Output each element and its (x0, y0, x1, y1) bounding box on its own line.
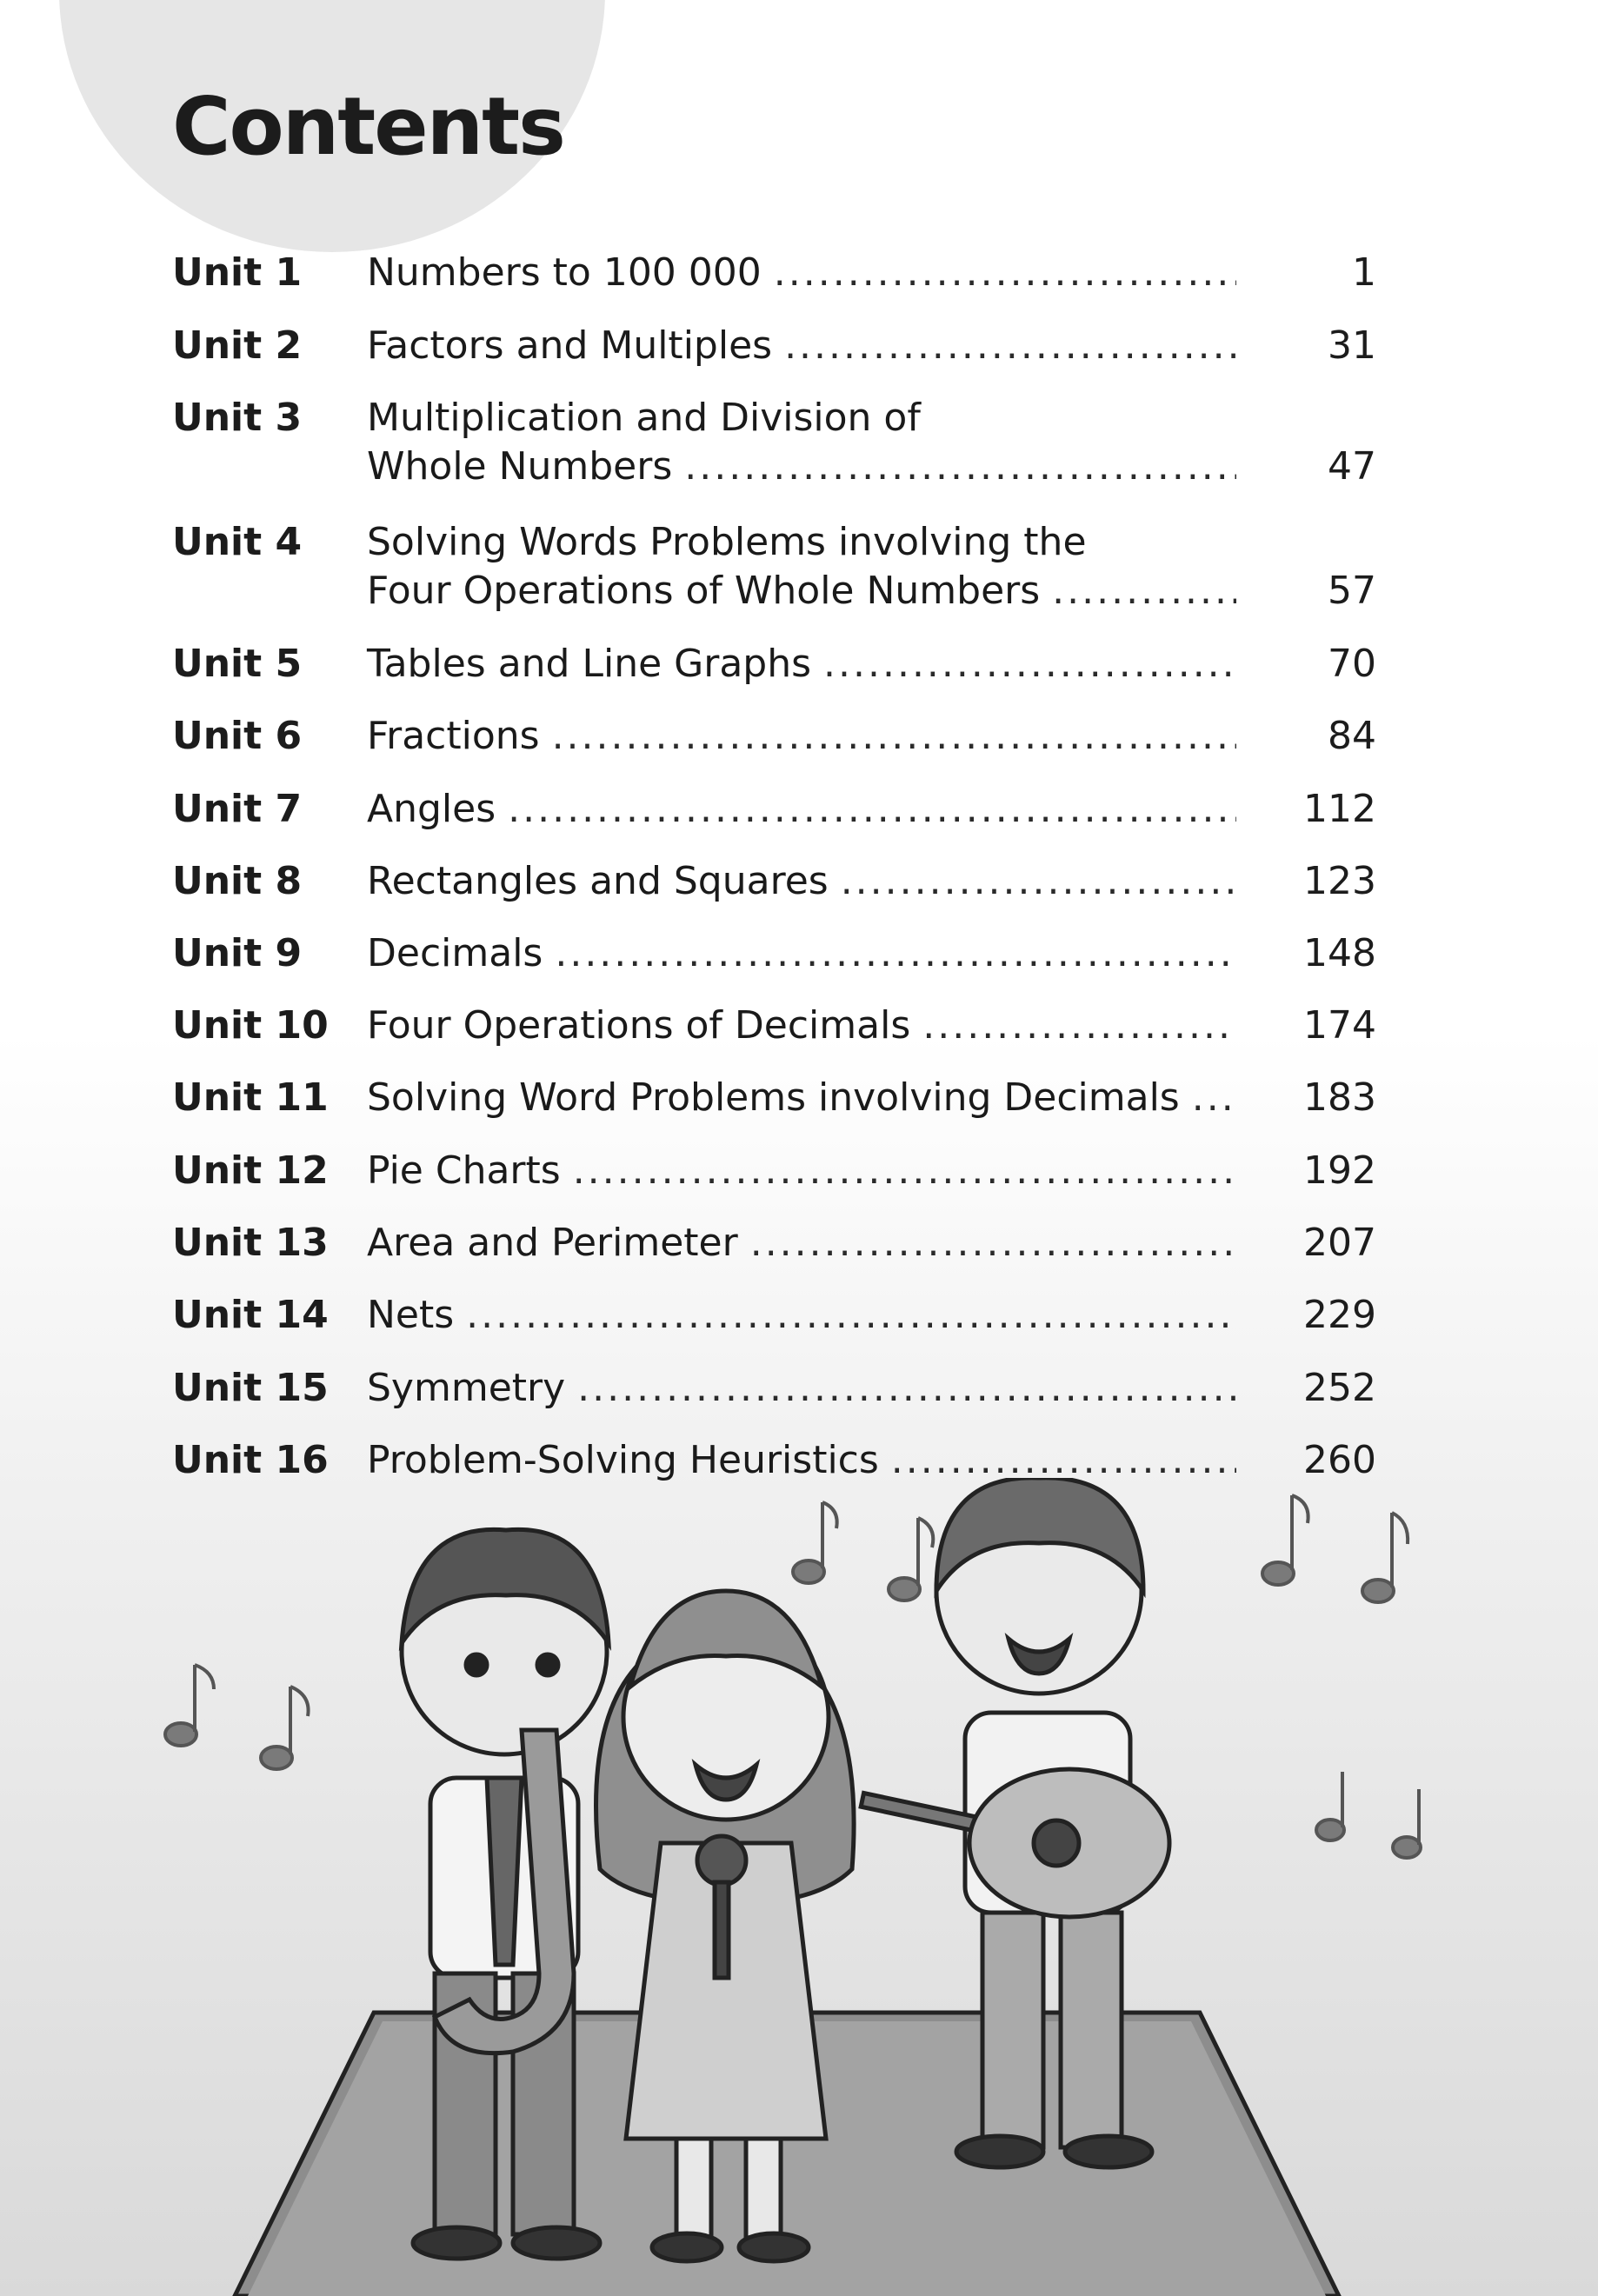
toc-row (172, 1291, 1376, 1340)
dot-leader (577, 1364, 1236, 1413)
toc-unit-title: Nets (367, 1293, 455, 1337)
guitar-icon (861, 1769, 1169, 1917)
toc-unit-title: Solving Words Problems involving the (367, 520, 1087, 564)
toc-unit-title: Solving Word Problems involving Decimals (367, 1075, 1180, 1120)
toc-unit-title: Pie Charts (367, 1148, 561, 1193)
dot-leader (552, 712, 1236, 761)
toc-page-number: 174 (1303, 1003, 1376, 1048)
toc-unit-title: Four Operations of Decimals (367, 1003, 911, 1048)
music-note-icon (889, 1518, 933, 1601)
toc-unit-title: Numbers to 100 000 (367, 250, 762, 295)
toc-unit-title: Rectangles and Squares (367, 859, 829, 903)
dot-leader (684, 443, 1236, 491)
toc-row (172, 929, 1376, 978)
toc-page-number: 57 (1328, 569, 1376, 613)
toc-row (172, 1002, 1376, 1050)
toc-page-number: 260 (1303, 1438, 1376, 1482)
toc-unit-title: Factors and Multiples (367, 323, 773, 368)
toc-unit-label: Unit 1 (172, 250, 303, 295)
toc-row (172, 1074, 1376, 1122)
music-note-icon (1362, 1513, 1408, 1602)
dot-leader (573, 1147, 1236, 1195)
toc-page-number: 112 (1303, 787, 1376, 831)
toc-unit-label: Unit 5 (172, 642, 303, 686)
toc-page-number: 148 (1303, 931, 1376, 975)
toc-unit-title: Fractions (367, 714, 540, 758)
dot-leader (1052, 567, 1236, 616)
toc-row (172, 322, 1376, 370)
toc-row (172, 518, 1376, 616)
dot-leader (774, 249, 1236, 297)
toc-page-number: 252 (1303, 1366, 1376, 1410)
toc-unit-title: Decimals (367, 931, 543, 975)
toc-row (172, 857, 1376, 906)
toc-row (172, 1219, 1376, 1268)
toc-unit-title: Symmetry (367, 1366, 566, 1410)
toc-unit-title: Area and Perimeter (367, 1221, 738, 1265)
toc-unit-label: Unit 6 (172, 714, 303, 758)
toc-page-number: 31 (1328, 323, 1376, 368)
toc-unit-label: Unit 12 (172, 1148, 329, 1193)
toc-unit-title: Tables and Line Graphs (367, 642, 812, 686)
dot-leader (784, 322, 1236, 370)
toc-unit-label: Unit 8 (172, 859, 303, 903)
toc-row (172, 640, 1376, 689)
toc-page-number: 183 (1303, 1075, 1376, 1120)
toc-unit-label: Unit 10 (172, 1003, 329, 1048)
dot-leader (1192, 1074, 1236, 1122)
toc-unit-title: Four Operations of Whole Numbers (367, 569, 1041, 613)
dot-leader (466, 1291, 1236, 1340)
toc-page-number: 70 (1328, 642, 1376, 686)
toc-row (172, 249, 1376, 297)
music-note-icon (1393, 1789, 1421, 1858)
toc-page-number: 84 (1328, 714, 1376, 758)
dot-leader (922, 1002, 1236, 1050)
music-note-icon (793, 1502, 837, 1583)
page-title: Contents (172, 80, 564, 173)
toc-unit-label: Unit 7 (172, 787, 303, 831)
toc-row (172, 394, 1376, 491)
dot-leader (841, 857, 1236, 906)
dot-leader (555, 929, 1236, 978)
toc-unit-label: Unit 11 (172, 1075, 329, 1120)
toc-unit-title: Whole Numbers (367, 444, 673, 489)
toc-page-number: 123 (1303, 859, 1376, 903)
music-note-icon (1316, 1772, 1344, 1840)
toc-unit-title: Problem-Solving Heuristics (367, 1438, 879, 1482)
toc-unit-label: Unit 9 (172, 931, 303, 975)
toc-row (172, 785, 1376, 834)
music-note-icon (261, 1687, 309, 1769)
toc-page-number: 229 (1303, 1293, 1376, 1337)
toc-unit-label: Unit 16 (172, 1438, 329, 1482)
dot-leader (508, 785, 1236, 834)
toc-unit-title: Multiplication and Division of (367, 396, 921, 440)
toc-unit-label: Unit 15 (172, 1366, 329, 1410)
toc-page-number: 192 (1303, 1148, 1376, 1193)
toc-page-number: 1 (1352, 250, 1376, 295)
toc-row (172, 712, 1376, 761)
toc-page-number: 47 (1328, 444, 1376, 489)
toc-unit-label: Unit 4 (172, 520, 303, 564)
music-note-icon (165, 1665, 214, 1746)
dot-leader (823, 640, 1236, 689)
music-note-icon (1262, 1495, 1308, 1585)
toc-page-number: 207 (1303, 1221, 1376, 1265)
children-band-illustration (0, 1478, 1598, 2296)
toc-unit-title: Angles (367, 787, 496, 831)
toc-unit-label: Unit 14 (172, 1293, 329, 1337)
toc-unit-label: Unit 13 (172, 1221, 329, 1265)
toc-row (172, 1364, 1376, 1413)
toc-unit-label: Unit 2 (172, 323, 303, 368)
toc-row (172, 1147, 1376, 1195)
toc-unit-label: Unit 3 (172, 396, 303, 440)
dot-leader (750, 1219, 1236, 1268)
